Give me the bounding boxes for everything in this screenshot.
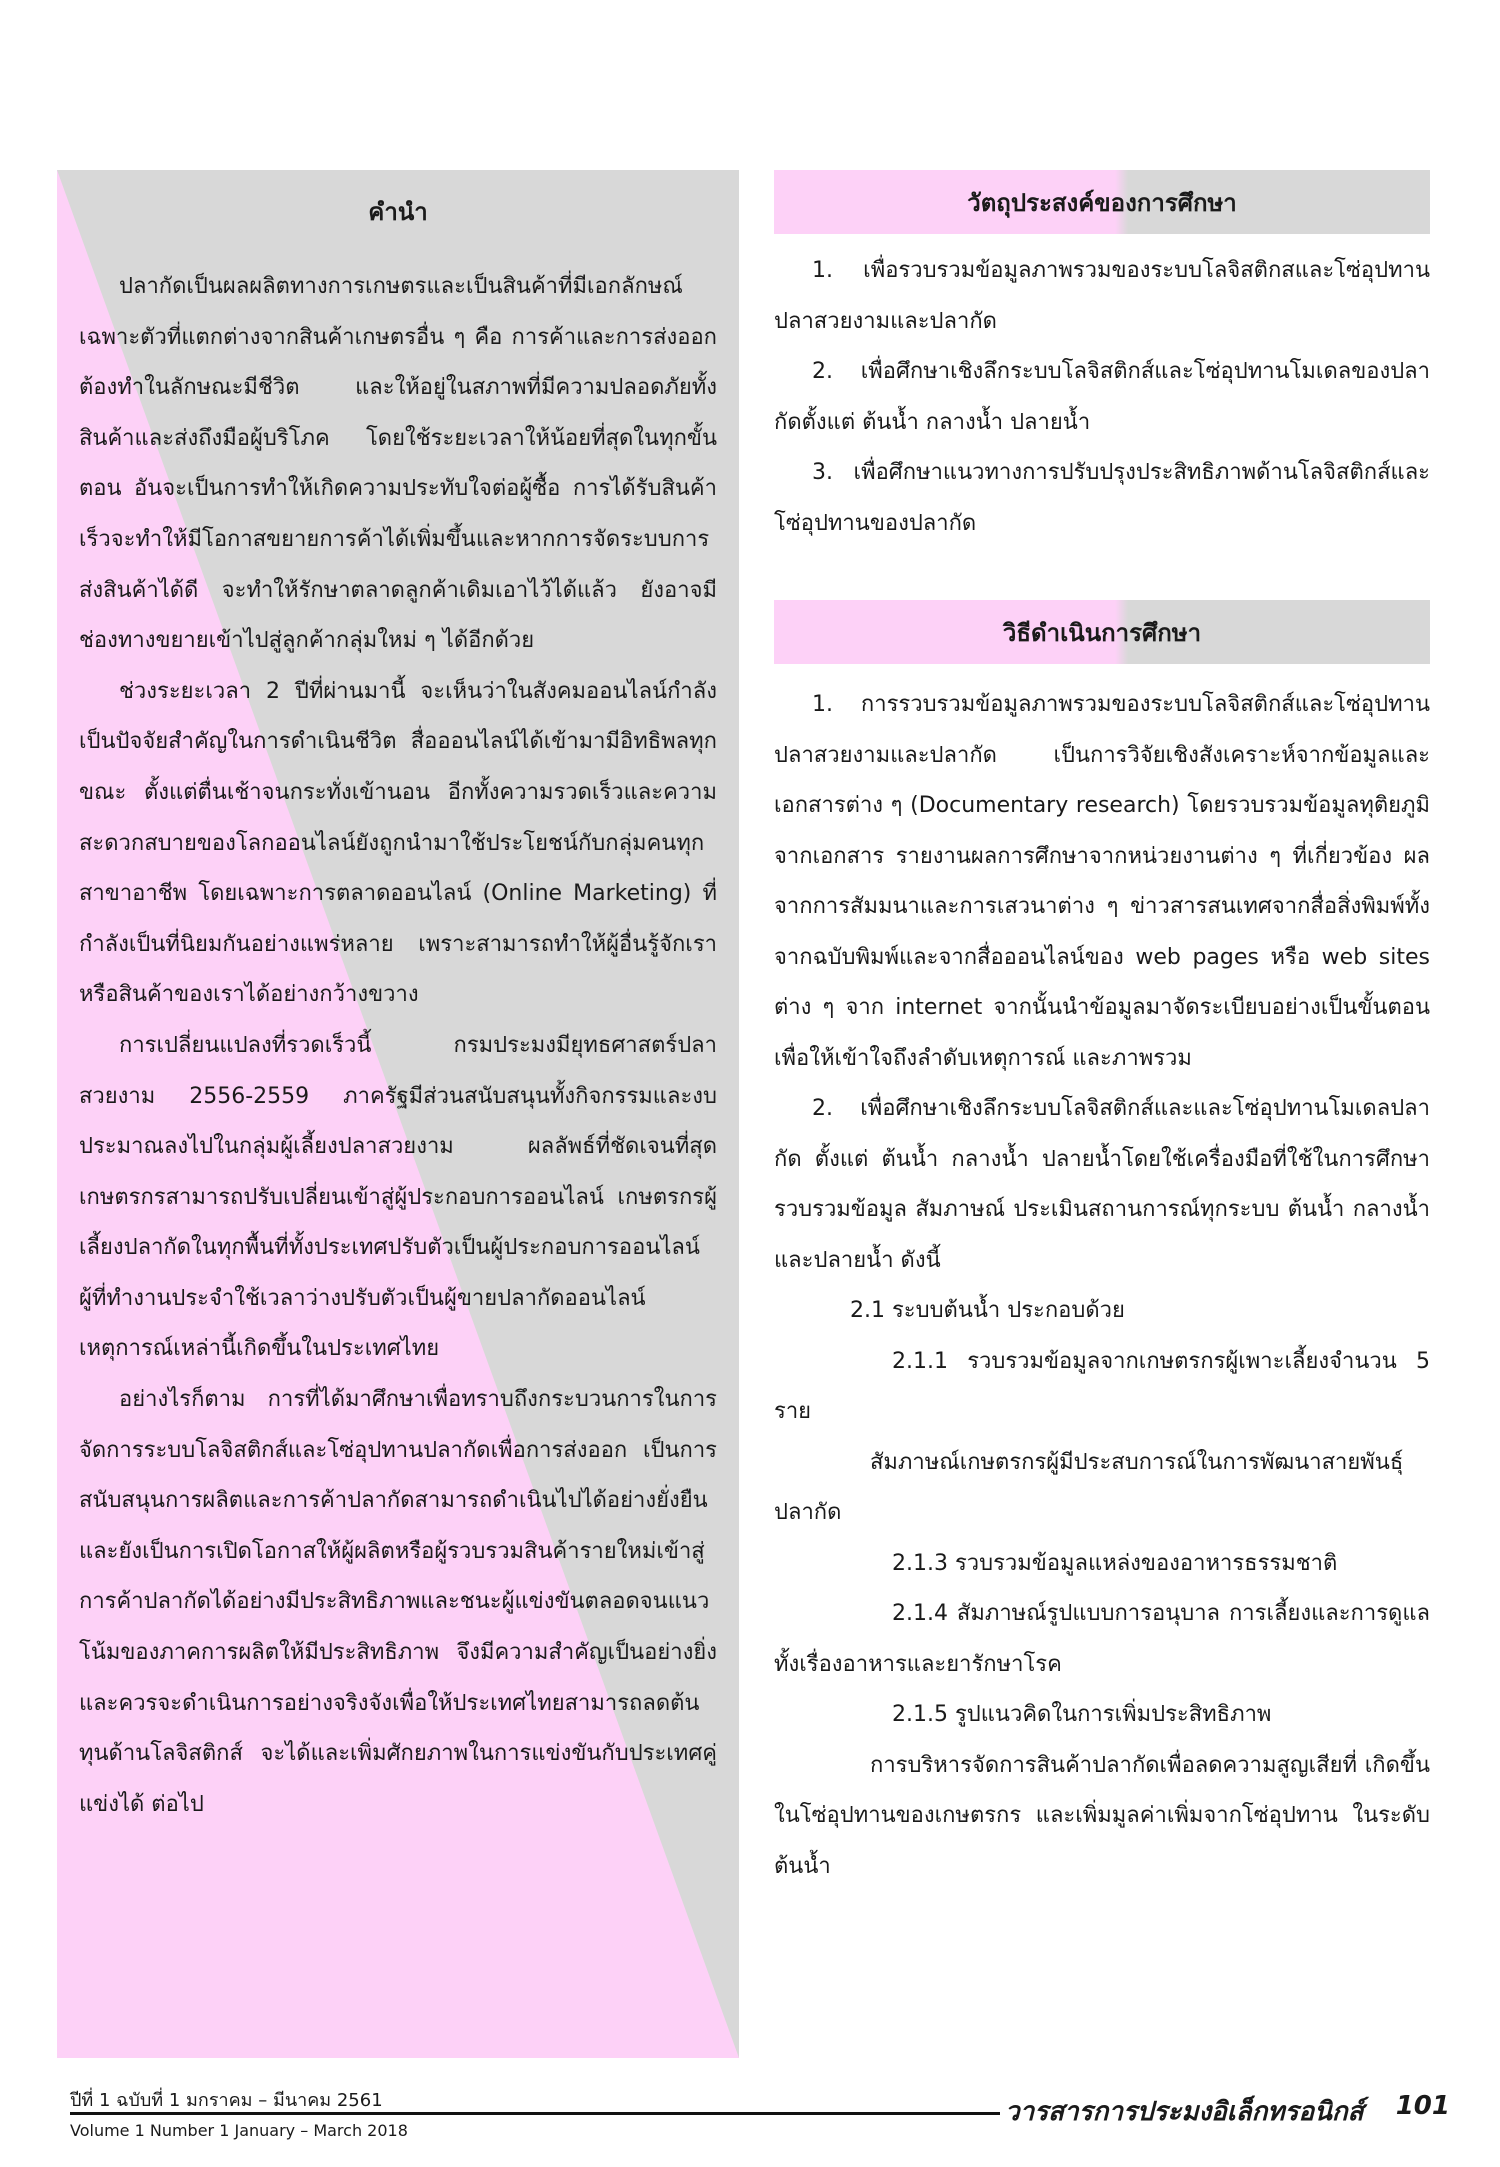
objectives-title: วัตถุประสงค์ของการศึกษา [967,188,1237,217]
method-item-2-1-3: 2.1.3 รวบรวมข้อมูลแหล่งของอาหารธรรมชาติ [892,1550,1338,1576]
introduction-title: คำนำ [368,198,428,226]
method-paragraph-2: 2. เพื่อศึกษาเชิงลึกระบบโลจิสติกส์และและโซ่อุปทานโมเดลปลากัด ตั้งแต่ ต้นน้ำ กลางน้ำ ปลายน้ำโดยใช้เครื่องมือที่ใช้ในการศึกษา รวบรวมข้อมูล สัมภาษณ์ ประเมินสถานการณ์ทุกระบบ ต้นน้ำ กลางน้ำ และปลายน้ำ ดังนี้ [774,1096,1430,1273]
issue-info-english: Volume 1 Number 1 January – March 2018 [70,2121,408,2140]
objective-item: 2. เพื่อศึกษาเชิงลึกระบบโลจิสติกส์และโซ่อุปทานโมเดลของปลากัดตั้งแต่ ต้นน้ำ กลางน้ำ ปลายน้ำ [774,359,1430,435]
intro-paragraph: การเปลี่ยนแปลงที่รวดเร็วนี้ กรมประมงมียุทธศาสตร์ปลาสวยงาม 2556-2559 ภาครัฐมีส่วนสนับสนุนทั้งกิจกรรมและงบประมาณลงไปในกลุ่มผู้เลี้ยงปลาสวยงาม ผลลัพธ์ที่ชัดเจนที่สุดเกษตรกรสามารถปรับเปลี่ยนเข้าสู่ผู้ประกอบการออนไลน์ เกษตรกรผู้เลี้ยงปลากัดในทุกพื้นที่ทั้งประเทศปรับตัวเป็นผู้ประกอบการออนไลน์ ผู้ที่ทำงานประจำใช้เวลาว่างปรับตัวเป็นผู้ขายปลากัดออนไลน์ เหตุการณ์เหล่านี้เกิดขึ้นในประเทศไทย [79,1032,717,1362]
objectives-list [774,246,1430,549]
methods-section [774,600,1430,1892]
objective-item: 1. เพื่อรวบรวมข้อมูลภาพรวมของระบบโลจิสติกสและโซ่อุปทานปลาสวยงามและปลากัด [774,258,1430,334]
page-number: 101 [1395,2091,1450,2121]
journal-name: วารสารการประมงอิเล็กทรอนิกส์ [1005,2097,1364,2127]
objective-item: 3. เพื่อศึกษาแนวทางการปรับปรุงประสิทธิภาพด้านโลจิสติกส์และโซ่อุปทานของปลากัด [774,460,1430,536]
methods-body [774,680,1430,1892]
method-item-2-1-1: 2.1.1 รวบรวมข้อมูลจากเกษตรกรผู้เพาะเลี้ยงจำนวน 5 ราย [774,1348,1430,1424]
method-item-2-1-5: 2.1.5 รูปแนวคิดในการเพิ่มประสิทธิภาพ [892,1702,1272,1727]
intro-paragraph: ช่วงระยะเวลา 2 ปีที่ผ่านมานี้ จะเห็นว่าในสังคมออนไลน์กำลังเป็นปัจจัยสำคัญในการดำเนินชีวิต สื่อออนไลน์ได้เข้ามามีอิทธิพลทุกขณะ ตั้งแต่ตื่นเช้าจนกระทั่งเข้านอน อีกทั้งความรวดเร็วและความสะดวกสบายของโลกออนไลน์ยังถูกนำมาใช้ประโยชน์กับกลุ่มคนทุกสาขาอาชีพ โดยเฉพาะการตลาดออนไลน์ (Online Marketing) ที่กำลังเป็นที่นิยมกันอย่างแพร่หลาย เพราะสามารถทำให้ผู้อื่นรู้จักเราหรือสินค้าของเราได้อย่างกว้างขวาง [79,678,717,1008]
method-item-2-1-5-detail: การบริหารจัดการสินค้าปลากัดเพื่อลดความสูญเสียที่ เกิดขึ้นในโซ่อุปทานของเกษตรกร และเพิ่มมูลค่าเพิ่มจากโซ่อุปทาน ในระดับต้นน้ำ [774,1752,1430,1879]
introduction-body [79,262,717,1830]
method-item-2-1-4: 2.1.4 สัมภาษณ์รูปแบบการอนุบาล การเลี้ยงและการดูแลทั้งเรื่องอาหารและยารักษาโรค [774,1601,1430,1677]
methods-title: วิธีดำเนินการศึกษา [1002,618,1202,647]
issue-info-thai: ปีที่ 1 ฉบับที่ 1 มกราคม – มีนาคม 2561 [70,2090,383,2111]
objectives-header-band [774,170,1430,234]
footer-rule [70,2112,1000,2115]
objectives-section [774,170,1430,549]
intro-paragraph: ปลากัดเป็นผลผลิตทางการเกษตรและเป็นสินค้าที่มีเอกลักษณ์เฉพาะตัวที่แตกต่างจากสินค้าเกษตรอื่น ๆ คือ การค้าและการส่งออกต้องทำในลักษณะมีชีวิต และให้อยู่ในสภาพที่มีความปลอดภัยทั้งสินค้าและส่งถึงมือผู้บริโภค โดยใช้ระยะเวลาให้น้อยที่สุดในทุกขั้นตอน อันจะเป็นการทำให้เกิดความประทับใจต่อผู้ซื้อ การได้รับสินค้าเร็วจะทำให้มีโอกาสขยายการค้าได้เพิ่มขึ้นและหากการจัดระบบการส่งสินค้าได้ดี จะทำให้รักษาตลาดลูกค้าเดิมเอาไว้ได้แล้ว ยังอาจมีช่องทางขยายเข้าไปสู่ลูกค้ากลุ่มใหม่ ๆ ได้อีกด้วย [79,274,717,654]
introduction-panel [57,170,739,2058]
method-subsection-2-1: 2.1 ระบบต้นน้ำ ประกอบด้วย [850,1298,1125,1323]
page-footer [70,2085,1450,2155]
methods-header-band [774,600,1430,664]
method-paragraph-1: 1. การรวบรวมข้อมูลภาพรวมของระบบโลจิสติกส์และโซ่อุปทานปลาสวยงามและปลากัด เป็นการวิจัยเชิงสังเคราะห์จากข้อมูลและเอกสารต่าง ๆ (Documentary research) โดยรวบรวมข้อมูลทุติยภูมิจากเอกสาร รายงานผลการศึกษาจากหน่วยงานต่าง ๆ ที่เกี่ยวข้อง ผลจากการสัมมนาและการเสวนาต่าง ๆ ข่าวสารสนเทศจากสื่อสิ่งพิมพ์ทั้งจากฉบับพิมพ์และจากสื่อออนไลน์ของ web pages หรือ web sites ต่าง ๆ จาก internet จากนั้นนำข้อมูลมาจัดระเบียบอย่างเป็นขั้นตอนเพื่อให้เข้าใจถึงลำดับเหตุการณ์ และภาพรวม [774,692,1430,1071]
intro-paragraph: อย่างไรก็ตาม การที่ได้มาศึกษาเพื่อทราบถึงกระบวนการในการจัดการระบบโลจิสติกส์และโซ่อุปทานปลากัดเพื่อการส่งออก เป็นการสนับสนุนการผลิตและการค้าปลากัดสามารถดำเนินไปได้อย่างยั่งยืนและยังเป็นการเปิดโอกาสให้ผู้ผลิตหรือผู้รวบรวมสินค้ารายใหม่เข้าสู่การค้าปลากัดได้อย่างมีประสิทธิภาพและชนะผู้แข่งขันตลอดจนแนวโน้มของภาคการผลิตให้มีประสิทธิภาพ จึงมีความสำคัญเป็นอย่างยิ่งและควรจะดำเนินการอย่างจริงจังเพื่อให้ประเทศไทยสามารถลดต้นทุนด้านโลจิสติกส์ จะได้และเพิ่มศักยภาพในการแข่งขันกับประเทศคู่แข่งได้ ต่อไป [79,1387,717,1817]
method-item-2-1-1-detail: สัมภาษณ์เกษตรกรผู้มีประสบการณ์ในการพัฒนาสายพันธุ์ปลากัด [774,1449,1404,1525]
